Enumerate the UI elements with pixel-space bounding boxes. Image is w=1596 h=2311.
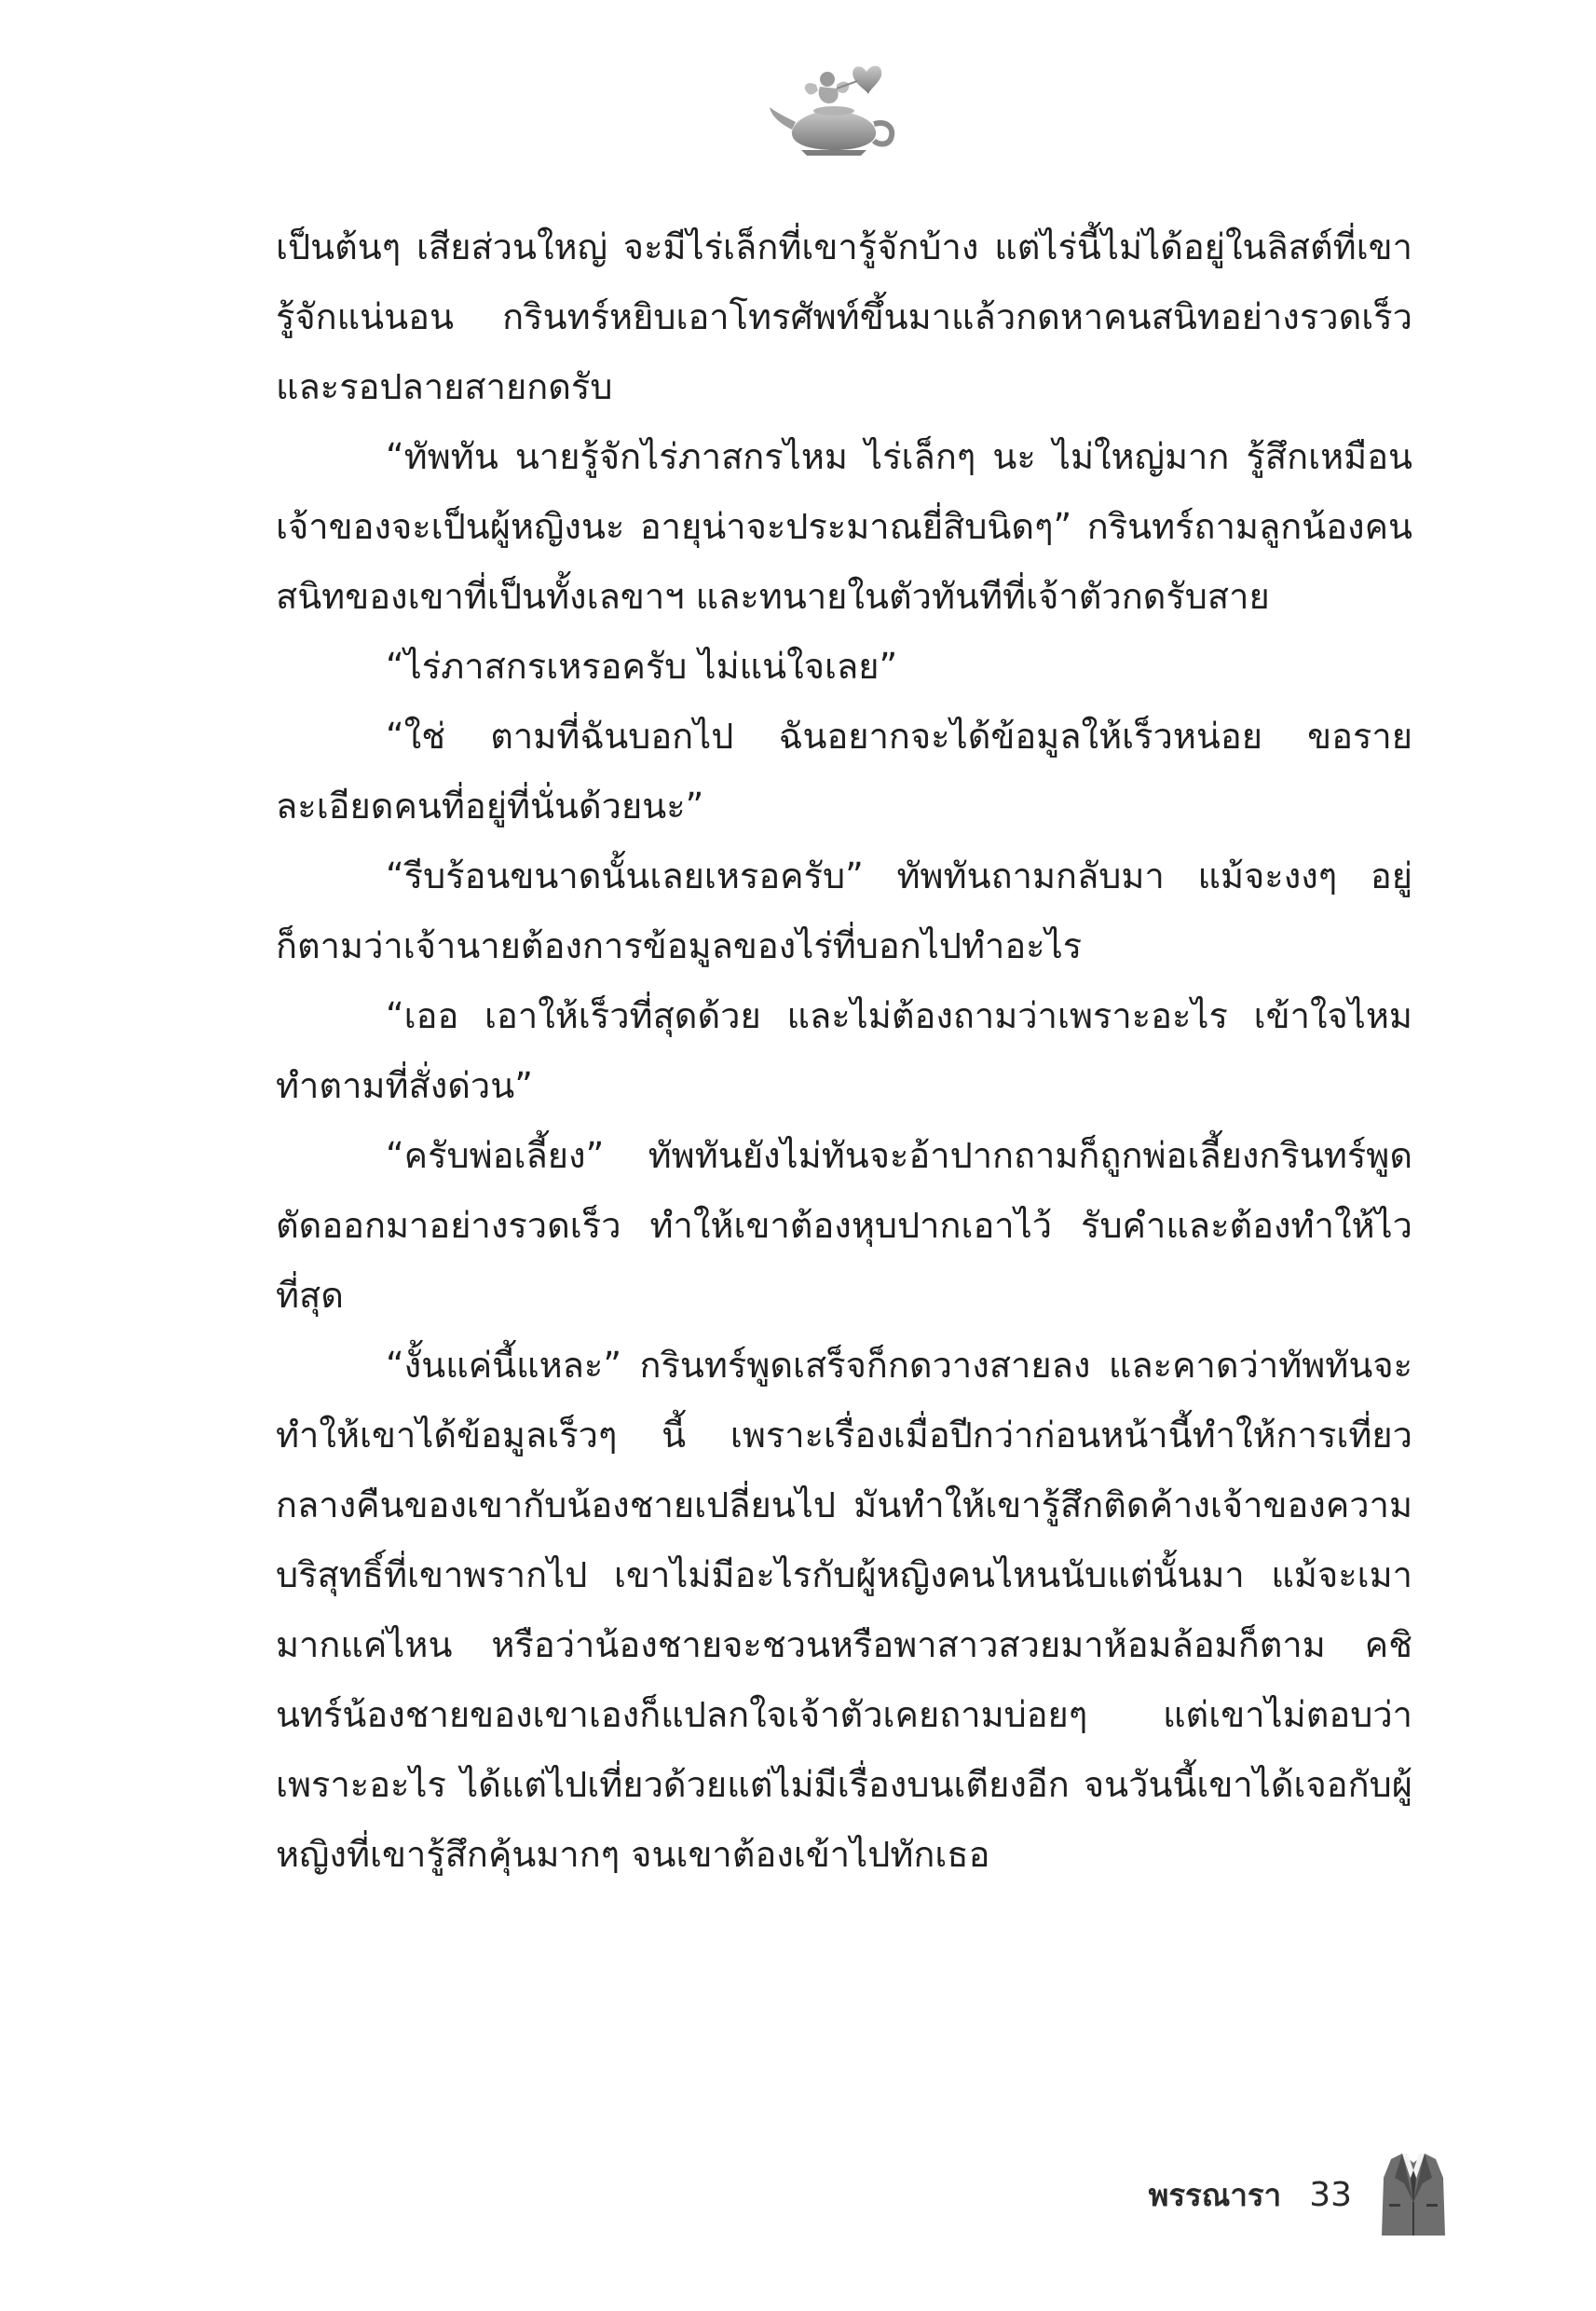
teapot-cupid-ornament-icon [764, 51, 904, 163]
author-name: พรรณารา [1148, 2176, 1282, 2213]
paragraph: “ใช่ ตามที่ฉันบอกไป ฉันอยากจะได้ข้อมูลให้เร็วหน่อย ขอรายละเอียดคนที่อยู่ที่นั่นด้วยนะ” [276, 716, 1412, 827]
paragraph: “ไร่ภาสกรเหรอครับ ไม่แน่ใจเลย” [386, 646, 898, 687]
suit-jacket-icon [1380, 2150, 1447, 2239]
paragraph: “ครับพ่อเลี้ยง” ทัพทันยังไม่ทันจะอ้าปากถามก็ถูกพ่อเลี้ยงกรินทร์พูดตัดออกมาอย่างรวดเร็ว ทำให้เขาต้องหุบปากเอาไว้ รับคำและต้องทำให้ไวที่สุด [276, 1135, 1412, 1316]
page-footer [1149, 2148, 1447, 2241]
body-text [276, 212, 1412, 1890]
paragraph: เป็นต้นๆ เสียส่วนใหญ่ จะมีไร่เล็กที่เขารู้จักบ้าง แต่ไร่นี้ไม่ได้อยู่ในลิสต์ที่เขารู้จักแน่นอน กรินทร์หยิบเอาโทรศัพท์ขึ้นมาแล้วกดหาคนสนิทอย่างรวดเร็วและรอปลายสายกดรับ [276, 226, 1412, 407]
paragraph: “งั้นแค่นี้แหละ” กรินทร์พูดเสร็จก็กดวางสายลง และคาดว่าทัพทันจะทำให้เขาได้ข้อมูลเร็วๆ นี้ เพราะเรื่องเมื่อปีกว่าก่อนหน้านี้ทำให้การเที่ยวกลางคืนของเขากับน้องชายเปลี่ยนไป มันทำให้เขารู้สึกติดค้างเจ้าของความบริสุทธิ์ที่เขาพรากไป เขาไม่มีอะไรกับผู้หญิงคนไหนนับแต่นั้นมา แม้จะเมามากแค่ไหน หรือว่าน้องชายจะชวนหรือพาสาวสวยมาห้อมล้อมก็ตาม คชินทร์น้องชายของเขาเองก็แปลกใจเจ้าตัวเคยถามบ่อยๆ แต่เขาไม่ตอบว่าเพราะอะไร ได้แต่ไปเที่ยวด้วยแต่ไม่มีเรื่องบนเตียงอีก จนวันนี้เขาได้เจอกับผู้หญิงที่เขารู้สึกคุ้นมากๆ จนเขาต้องเข้าไปทักเธอ [276, 1345, 1412, 1875]
paragraph: “รีบร้อนขนาดนั้นเลยเหรอครับ” ทัพทันถามกลับมา แม้จะงงๆ อยู่ก็ตามว่าเจ้านายต้องการข้อมูลของไร่ที่บอกไปทำอะไร [276, 855, 1412, 966]
page-number: 33 [1309, 2175, 1352, 2214]
paragraph: “ทัพทัน นายรู้จักไร่ภาสกรไหม ไร่เล็กๆ นะ ไม่ใหญ่มาก รู้สึกเหมือนเจ้าของจะเป็นผู้หญิงนะ อายุน่าจะประมาณยี่สิบนิดๆ” กรินทร์ถามลูกน้องคนสนิทของเขาที่เป็นทั้งเลขาฯ และทนายในตัวทันทีที่เจ้าตัวกดรับสาย [276, 436, 1412, 617]
paragraph: “เออ เอาให้เร็วที่สุดด้วย และไม่ต้องถามว่าเพราะอะไร เข้าใจไหม ทำตามที่สั่งด่วน” [276, 995, 1412, 1106]
